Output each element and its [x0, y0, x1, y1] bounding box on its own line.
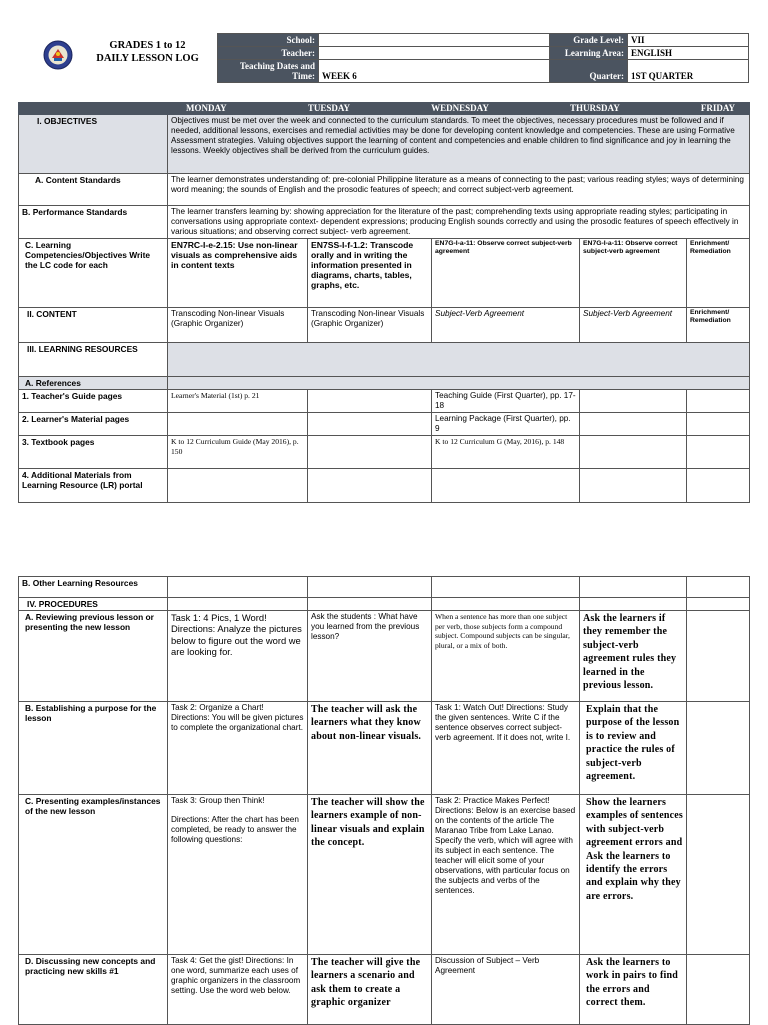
content-tuesday: Transcoding Non-linear Visuals (Graphic Organizer)	[308, 308, 432, 343]
competency-wednesday: EN7G-I-a-11: Observe correct subject-verb agreement	[432, 239, 580, 308]
objectives-row	[19, 115, 750, 174]
procedure-c-tuesday: The teacher will show the learners example of non-linear visuals and explain the concept.	[308, 795, 432, 955]
school-field[interactable]	[319, 34, 550, 47]
content-label: II. CONTENT	[19, 308, 168, 343]
lesson-table-1	[18, 102, 750, 503]
grade-level-value[interactable]: VII	[628, 34, 749, 47]
procedure-c-monday: Task 3: Group then Think! Directions: After the chart has been completed, be ready to answer the following questions:	[168, 795, 308, 955]
competency-monday: EN7RC-I-e-2.15: Use non-linear visuals as comprehensive aids in content texts	[168, 239, 308, 308]
competencies-row	[19, 239, 750, 308]
textbook-row	[19, 436, 750, 469]
procedure-d-wednesday: Discussion of Subject – Verb Agreement	[432, 955, 580, 1025]
content-friday: Enrichment/ Remediation	[687, 308, 750, 343]
procedure-d-monday: Task 4: Get the gist! Directions: In one word, summarize each uses of graphic organizers in the classroom setting. Use the word web below.	[168, 955, 308, 1025]
days-header-row	[19, 103, 750, 115]
procedure-b-label: B. Establishing a purpose for the lesson	[19, 702, 168, 795]
day-wednesday: WEDNESDAY	[431, 103, 489, 113]
references-row	[19, 377, 750, 390]
teachers-guide-monday: Learner's Material (1st) p. 21	[168, 390, 308, 413]
textbook-label: 3. Textbook pages	[19, 436, 168, 469]
learners-material-wednesday: Learning Package (First Quarter), pp. 9	[432, 413, 580, 436]
performance-standards-label: B. Performance Standards	[19, 206, 168, 239]
content-wednesday: Subject-Verb Agreement	[432, 308, 580, 343]
procedure-d-thursday: Ask the learners to work in pairs to find the errors and correct them.	[580, 955, 687, 1025]
day-friday: FRIDAY	[700, 103, 736, 113]
procedure-a-wednesday: When a sentence has more than one subject per verb, those subjects form a compound subject. Compound subjects can be singular, plural, or a mix of both.	[432, 611, 580, 702]
school-label: School:	[218, 34, 319, 47]
learners-material-label: 2. Learner's Material pages	[19, 413, 168, 436]
textbook-monday: K to 12 Curriculum Guide (May 2016), p. 150	[168, 436, 308, 469]
dates-value[interactable]: WEEK 6	[319, 60, 550, 83]
days-header-blank	[19, 103, 168, 115]
content-thursday: Subject-Verb Agreement	[580, 308, 687, 343]
teacher-field[interactable]	[319, 47, 550, 60]
procedure-c-wednesday: Task 2: Practice Makes Perfect! Directions: Below is an exercise based on the contents of the article The Maranao Tribe from Lake Lanao. Specify the verb, which will agree with its subject in each sentence. The teacher will elicit some of your observations, with particular focus on the subjects and verbs of the sentences.	[432, 795, 580, 955]
learners-material-row	[19, 413, 750, 436]
textbook-wednesday: K to 12 Curriculum G (May, 2016), p. 148	[432, 436, 580, 469]
competency-tuesday: EN7SS-I-f-1.2: Transcode orally and in writing the information presented in diagrams, charts, tables, graphs, etc.	[308, 239, 432, 308]
objectives-text: Objectives must be met over the week and connected to the curriculum standards. To meet the objectives, necessary procedures must be followed and if needed, additional lessons, exercises and remedial activities may be done for developing content knowledge and competencies. These are using Formative Assessment strategies. Valuing objectives support the learning of content and competencies and enable children to find significance and joy in learning the lessons. Weekly objectives shall be derived from the curriculum guides.	[168, 115, 750, 174]
teachers-guide-wednesday: Teaching Guide (First Quarter), pp. 17-18	[432, 390, 580, 413]
quarter-label: Quarter:	[550, 60, 628, 83]
procedure-a-tuesday: Ask the students : What have you learned from the previous lesson?	[308, 611, 432, 702]
content-monday: Transcoding Non-linear Visuals (Graphic Organizer)	[168, 308, 308, 343]
procedure-c-row	[19, 795, 750, 955]
additional-materials-label: 4. Additional Materials from Learning Resource (LR) portal	[19, 469, 168, 503]
procedure-a-thursday: Ask the learners if they remember the subject-verb agreement rules they learned in the previous lesson.	[580, 611, 687, 702]
procedure-b-thursday: Explain that the purpose of the lesson is to review and practice the rules of subject-verb agreement.	[580, 702, 687, 795]
teachers-guide-row	[19, 390, 750, 413]
procedure-d-tuesday: The teacher will give the learners a scenario and ask them to create a graphic organizer	[308, 955, 432, 1025]
procedure-a-row	[19, 611, 750, 702]
performance-standards-row	[19, 206, 750, 239]
procedures-label: IV. PROCEDURES	[19, 598, 168, 611]
title-line-1: GRADES 1 to 12	[109, 40, 186, 51]
content-standards-text: The learner demonstrates understanding of: pre-colonial Philippine literature as a means of connecting to the past; various reading styles; ways of determining word meaning; the sounds of English and the prosodic features of speech; and correct subject-verb agreement.	[168, 174, 750, 206]
procedure-a-monday: Task 1: 4 Pics, 1 Word! Directions: Analyze the pictures below to figure out the word we are looking for.	[168, 611, 308, 702]
day-tuesday: TUESDAY	[307, 103, 351, 113]
procedure-b-row	[19, 702, 750, 795]
procedure-b-tuesday: The teacher will ask the learners what they know about non-linear visuals.	[308, 702, 432, 795]
lesson-table-2	[18, 576, 750, 1025]
learning-resources-blank	[168, 343, 750, 377]
additional-materials-row	[19, 469, 750, 503]
dates-label: Teaching Dates and Time:	[218, 60, 319, 83]
competencies-label: C. Learning Competencies/Objectives Write the LC code for each	[19, 239, 168, 308]
grade-level-label: Grade Level:	[550, 34, 628, 47]
other-resources-label: B. Other Learning Resources	[19, 577, 168, 598]
procedure-c-label: C. Presenting examples/instances of the new lesson	[19, 795, 168, 955]
content-row	[19, 308, 750, 343]
competency-friday: Enrichment/ Remediation	[687, 239, 750, 308]
learning-resources-row	[19, 343, 750, 377]
objectives-label: I. OBJECTIVES	[19, 115, 168, 174]
procedure-d-row	[19, 955, 750, 1025]
performance-standards-text: The learner transfers learning by: showing appreciation for the literature of the past; comprehending texts using appropriate reading styles; participating in conversations using appropriate context- dependent expressions; producing English sounds correctly and using the prosodic features of speech effectively in various situations; and observing correct subject- verb agreement.	[168, 206, 750, 239]
procedure-a-label: A. Reviewing previous lesson or presenting the new lesson	[19, 611, 168, 702]
procedures-row	[19, 598, 750, 611]
references-label: A. References	[19, 377, 168, 390]
competency-thursday: EN7G-I-a-11: Observe correct subject-verb agreement	[580, 239, 687, 308]
procedure-c-thursday: Show the learners examples of sentences with subject-verb agreement errors and Ask the learners to identify the errors and explain why they are errors.	[580, 795, 687, 955]
content-standards-row	[19, 174, 750, 206]
procedure-b-wednesday: Task 1: Watch Out! Directions: Study the given sentences. Write C if the sentence observes correct subject-verb agreement. If it does not, write I.	[432, 702, 580, 795]
other-resources-row	[19, 577, 750, 598]
learning-area-value[interactable]: ENGLISH	[628, 47, 749, 60]
header-info-table	[217, 33, 749, 83]
title-line-2: DAILY LESSON LOG	[96, 53, 199, 64]
content-standards-label: A. Content Standards	[19, 174, 168, 206]
day-monday: MONDAY	[186, 103, 227, 113]
quarter-value[interactable]: 1ST QUARTER	[628, 60, 749, 83]
deped-seal	[43, 40, 73, 70]
procedure-d-label: D. Discussing new concepts and practicing new skills #1	[19, 955, 168, 1025]
learning-area-label: Learning Area:	[550, 47, 628, 60]
day-thursday: THURSDAY	[570, 103, 620, 113]
learning-resources-label: III. LEARNING RESOURCES	[19, 343, 168, 377]
document-title	[80, 39, 215, 65]
teacher-label: Teacher:	[218, 47, 319, 60]
procedure-b-monday: Task 2: Organize a Chart! Directions: You will be given pictures to complete the organizational chart.	[168, 702, 308, 795]
teachers-guide-label: 1. Teacher's Guide pages	[19, 390, 168, 413]
